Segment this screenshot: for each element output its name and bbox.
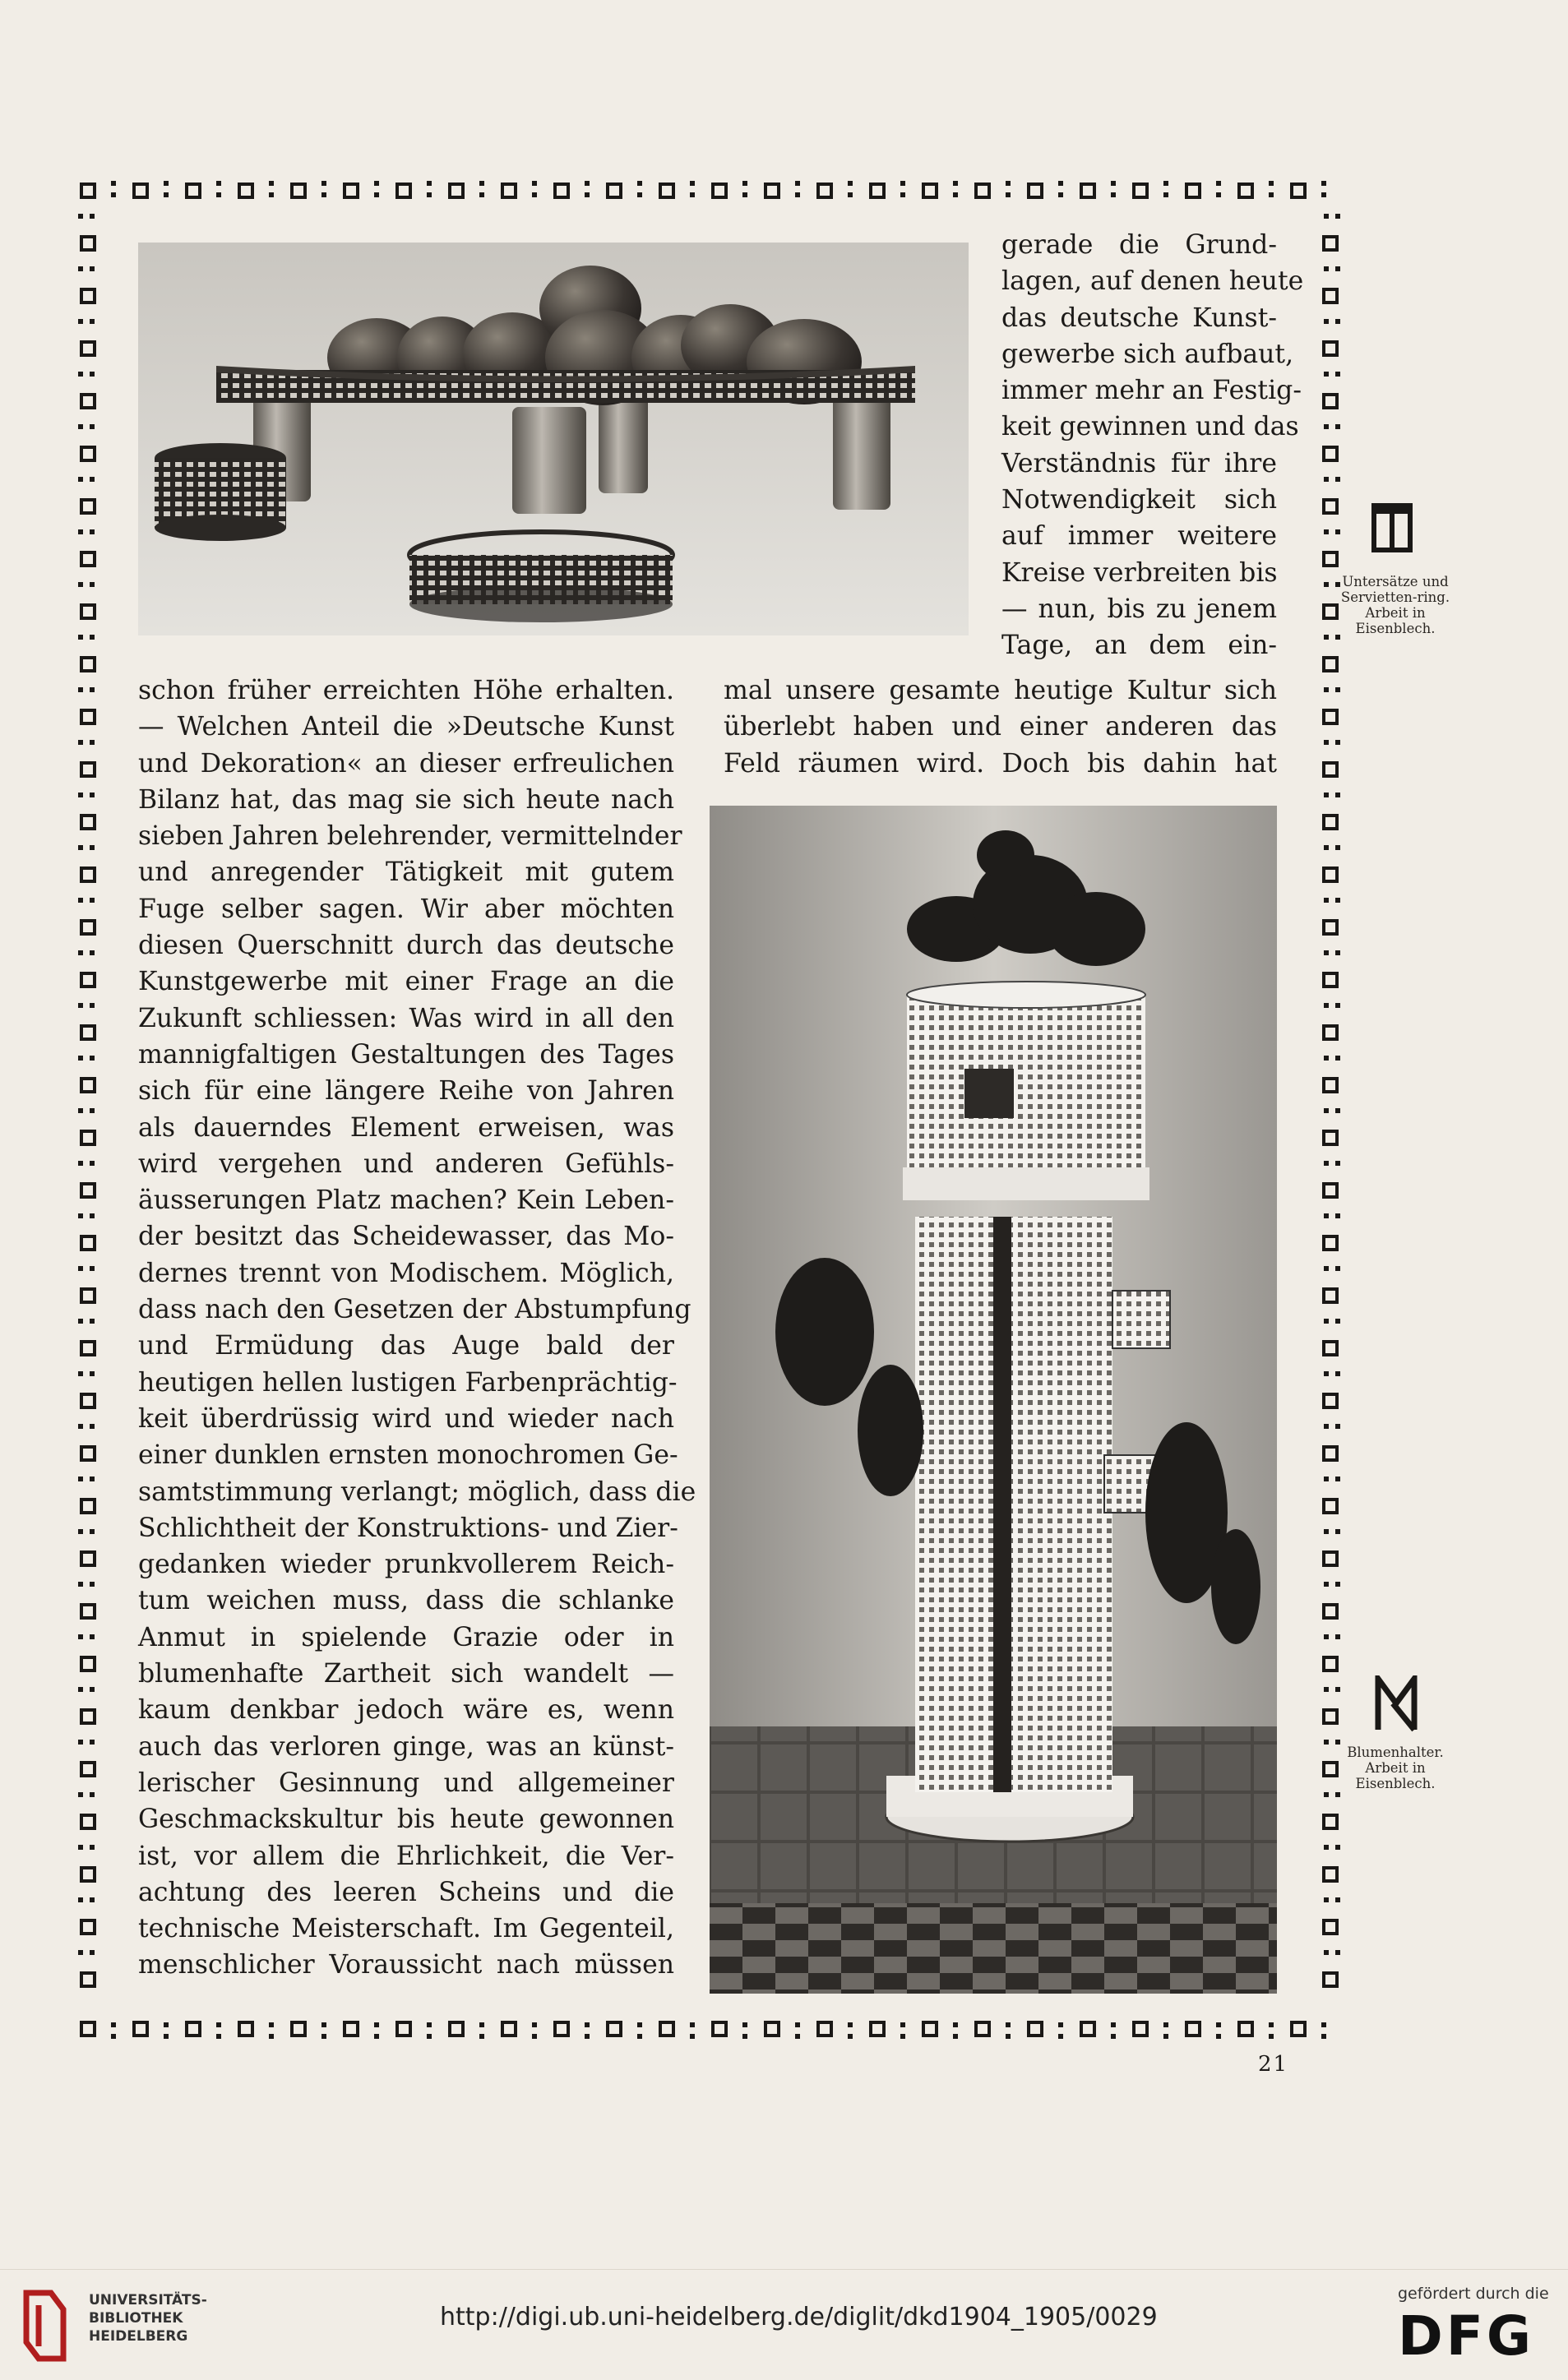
text-line: Feld räumen wird. Doch bis dahin hat [724, 748, 1277, 779]
text-line: das deutsche Kunst- [1001, 303, 1277, 333]
text-line: Geschmackskultur bis heute gewonnen [138, 1805, 674, 1835]
text-column-right-top [1001, 227, 1304, 664]
text-line: äusserungen Platz machen? Kein Leben- [138, 1185, 674, 1216]
text-line: Verständnis für ihre [1001, 448, 1277, 478]
text-line: dernes trennt von Modischem. Möglich, [138, 1258, 674, 1288]
text-line: der besitzt das Scheidewasser, das Mo- [138, 1222, 674, 1252]
text-line: blumenhafte Zartheit sich wandelt — [138, 1659, 674, 1689]
text-line: und anregender Tätigkeit mit gutem [138, 857, 674, 888]
text-line: sieben Jahren belehrender, vermittelnder [138, 821, 682, 852]
text-line: mannigfaltigen Gestaltungen des Tages [138, 1039, 674, 1070]
text-line: gedanken wieder prunkvollerem Reich- [138, 1550, 674, 1580]
caption-coasters: Untersätze und Servietten-ring. Arbeit in Eisenblech. [1340, 574, 1450, 636]
text-line: mal unsere gesamte heutige Kultur sich [724, 676, 1277, 705]
funded-by-label: gefördert durch die [1398, 2285, 1549, 2303]
caption-flower-holder: Blumenhalter. Arbeit in Eisenblech. [1347, 1745, 1444, 1791]
paragraph-right-mid [724, 672, 1277, 782]
text-line: Bilanz hat, das mag sie sich heute nach [138, 784, 674, 815]
text-line: wird vergehen und anderen Gefühls- [138, 1148, 674, 1179]
text-line: keit gewinnen und das [1001, 412, 1299, 442]
text-line: überlebt haben und einer anderen das [724, 712, 1277, 742]
text-line: Anmut in spielende Grazie oder in [138, 1622, 674, 1652]
text-line: lerischer Gesinnung und allgemeiner [138, 1768, 674, 1798]
text-line: einer dunklen ernsten monochromen Ge- [138, 1440, 678, 1471]
text-line: Kreise verbreiten bis [1001, 557, 1278, 588]
dfg-logo: DFG [1398, 2304, 1535, 2368]
text-line: — Welchen Anteil die »Deutsche Kunst [138, 712, 674, 742]
library-name-line3: HEIDELBERG [89, 2328, 188, 2345]
text-line: heutigen hellen lustigen Farbenprächtig- [138, 1367, 678, 1398]
text-line: technische Meisterschaft. Im Gegenteil, [138, 1914, 674, 1944]
text-line: und Dekoration« an dieser erfreulichen [138, 748, 674, 779]
text-line: lagen, auf denen heute [1001, 266, 1304, 297]
text-line: auch das verloren ginge, was an künst- [138, 1731, 674, 1762]
text-line: schon früher erreichten Höhe erhalten. [138, 676, 674, 705]
text-line: keit überdrüssig wird und wieder nach [138, 1403, 674, 1434]
digitization-footer [0, 2269, 1568, 2380]
text-line: gewerbe sich aufbaut, [1001, 339, 1294, 369]
text-line: gerade die Grund- [1001, 230, 1277, 260]
text-line: als dauerndes Element erweisen, was [138, 1112, 674, 1143]
text-line: und Ermüdung das Auge bald der [138, 1331, 674, 1361]
text-line: auf immer weitere [1001, 521, 1277, 552]
text-column-left [138, 672, 696, 1984]
photo-flower-stand [710, 806, 1277, 1994]
paragraph-right-top [1001, 227, 1304, 664]
text-line: — nun, bis zu jenem [1001, 594, 1277, 624]
text-column-right-mid [724, 672, 1277, 782]
text-line: dass nach den Gesetzen der Abstumpfung [138, 1295, 691, 1325]
text-line: menschlicher Voraussicht nach müssen [138, 1950, 674, 1980]
photo-egg-tray [138, 243, 969, 635]
text-line: immer mehr an Festig- [1001, 376, 1302, 406]
text-line: ist, vor allem die Ehrlichkeit, die Ver- [138, 1841, 674, 1871]
text-line: achtung des leeren Scheins und die [138, 1877, 674, 1907]
text-line: Zukunft schliessen: Was wird in all den [138, 1003, 674, 1033]
permalink-url[interactable]: http://digi.ub.uni-heidelberg.de/diglit/dkd1904_1905/0029 [440, 2303, 1158, 2331]
library-logo-icon [18, 2285, 76, 2367]
text-line: Fuge selber sagen. Wir aber möchten [138, 894, 674, 924]
monogram-mark-top-icon [1371, 503, 1413, 552]
text-line: Kunstgewerbe mit einer Frage an die [138, 967, 674, 997]
text-line: tum weichen muss, dass die schlanke [138, 1586, 674, 1616]
monogram-mark-bottom-icon [1375, 1675, 1418, 1733]
text-line: kaum denkbar jedoch wäre es, wenn [138, 1695, 674, 1726]
paragraph-left [138, 672, 696, 1984]
library-name-line2: BIBLIOTHEK [89, 2310, 183, 2327]
library-name [89, 2291, 207, 2345]
text-line: Notwendigkeit sich [1001, 485, 1277, 515]
text-line: Schlichtheit der Konstruktions- und Zier- [138, 1513, 678, 1543]
text-line: sich für eine längere Reihe von Jahren [138, 1076, 674, 1107]
library-name-line1: UNIVERSITÄTS- [89, 2292, 207, 2308]
text-line: Tage, an dem ein- [1001, 631, 1277, 661]
text-line: diesen Querschnitt durch das deutsche [138, 931, 674, 961]
text-line: samtstimmung verlangt; möglich, dass die [138, 1477, 696, 1507]
page-number: 21 [1258, 2052, 1289, 2077]
